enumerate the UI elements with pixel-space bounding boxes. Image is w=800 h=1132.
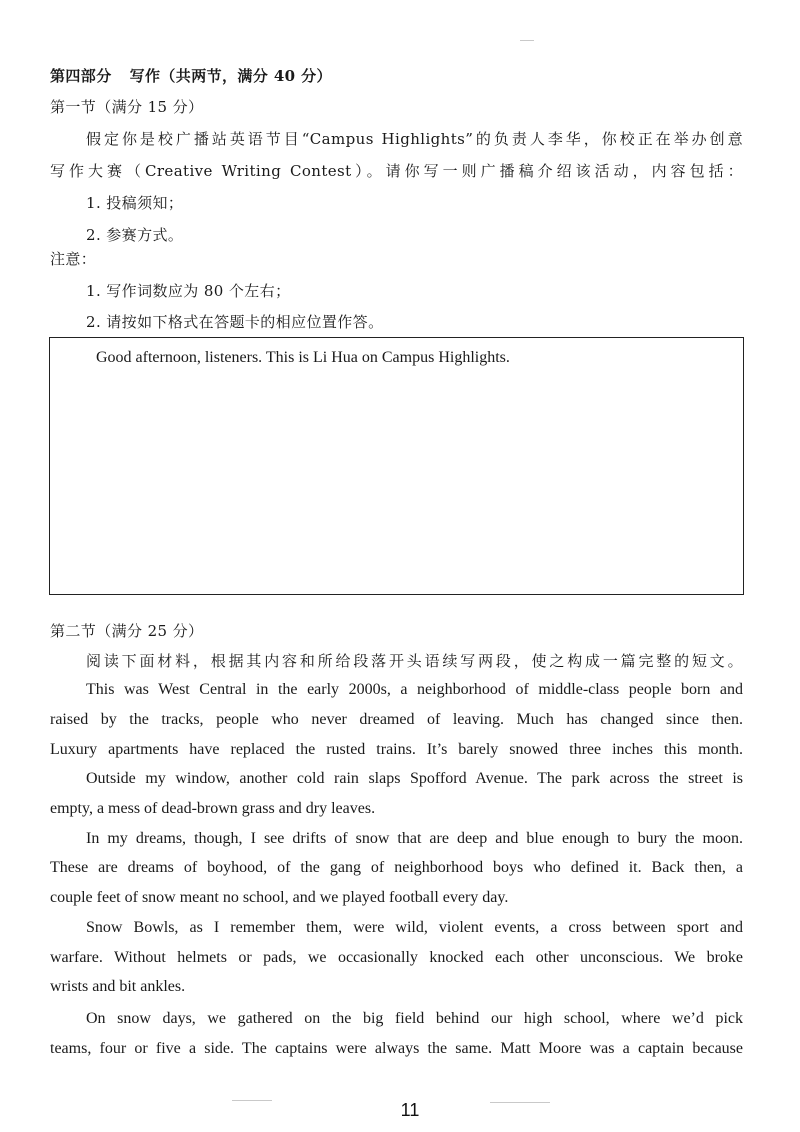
section1-note-1: 1. 写作词数应为 80 个左右； (86, 282, 291, 300)
part-heading-label: 第四部分 (50, 67, 112, 85)
passage-p1-line3: Luxury apartments have replaced the rusted trains. It’s barely snowed three inches this month. (50, 741, 743, 758)
passage-p4-line1: Snow Bowls, as I remember them, were wild, violent events, a cross between sport and (86, 919, 743, 936)
part-heading (50, 66, 332, 86)
section1-prompt-line2: 写作大赛（Creative Writing Contest）。请你写一则广播稿介绍该活动，内容包括： (50, 162, 743, 180)
passage-p2-line2: empty, a mess of dead-brown grass and dry leaves. (50, 800, 376, 817)
passage-p1-line1: This was West Central in the early 2000s, a neighborhood of middle-class people born and (86, 681, 743, 698)
passage-p4-line3: wrists and bit ankles. (50, 978, 186, 995)
passage-p3-line2: These are dreams of boyhood, of the gang of neighborhood boys who defined it. Back then, a (50, 859, 743, 876)
answer-box-opening-line: Good afternoon, listeners. This is Li Hua on Campus Highlights. (96, 349, 510, 366)
section1-point-1: 1. 投稿须知； (86, 194, 184, 212)
section1-note-2: 2. 请按如下格式在答题卡的相应位置作答。 (86, 313, 384, 331)
section2-title: 第二节（满分 25 分） (50, 622, 204, 640)
section1-point-2: 2. 参赛方式。 (86, 226, 184, 244)
passage-p5-line2: teams, four or five a side. The captains were always the same. Matt Moore was a captain because (50, 1040, 743, 1057)
passage-p5-line1: On snow days, we gathered on the big field behind our high school, where we’d pick (86, 1010, 743, 1027)
passage-p3-line3: couple feet of snow meant no school, and we played football every day. (50, 889, 509, 906)
passage-p1-line2: raised by the tracks, people who never dreamed of leaving. Much has changed since then. (50, 711, 743, 728)
section1-notes-label: 注意： (50, 250, 97, 268)
section1-title: 第一节（满分 15 分） (50, 98, 204, 116)
scan-speck (520, 40, 534, 41)
passage-p4-line2: warfare. Without helmets or pads, we occasionally knocked each other unconscious. We broke (50, 949, 743, 966)
section1-prompt-line1: 假定你是校广播站英语节目“Campus Highlights”的负责人李华，你校正在举办创意 (86, 130, 743, 148)
part-heading-title: 写作（共两节，满分 40 分） (129, 67, 332, 85)
answer-box[interactable] (49, 337, 744, 595)
passage-p2-line1: Outside my window, another cold rain slaps Spofford Avenue. The park across the street is (86, 770, 743, 787)
page-number: 11 (400, 1100, 420, 1120)
section2-instruction: 阅读下面材料，根据其内容和所给段落开头语续写两段，使之构成一篇完整的短文。 (86, 652, 743, 670)
passage-p3-line1: In my dreams, though, I see drifts of snow that are deep and blue enough to bury the moon. (86, 830, 743, 847)
